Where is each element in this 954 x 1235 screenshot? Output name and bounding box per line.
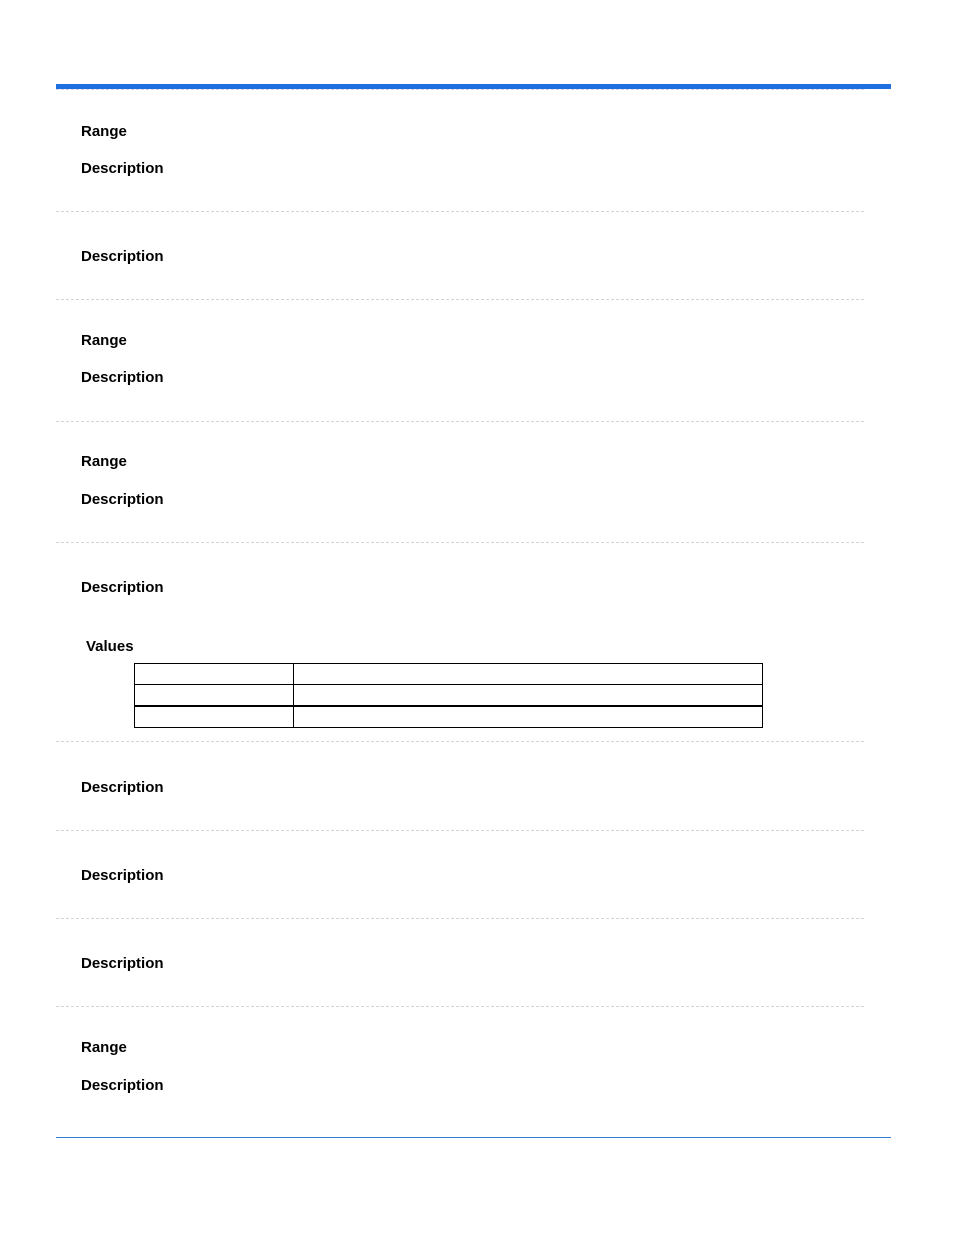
table-row xyxy=(135,685,763,707)
description-label: Description xyxy=(81,955,164,972)
description-label: Description xyxy=(81,1077,164,1094)
table-row xyxy=(135,664,763,685)
section-divider xyxy=(56,211,864,212)
table-cell xyxy=(294,664,763,685)
values-label: Values xyxy=(86,638,134,655)
header-dashed-rule xyxy=(56,89,864,90)
table-cell xyxy=(294,685,763,707)
table-cell xyxy=(135,706,294,728)
range-label: Range xyxy=(81,123,127,140)
table-cell xyxy=(135,664,294,685)
footer-rule xyxy=(56,1137,891,1138)
section-divider xyxy=(56,918,864,919)
section-divider xyxy=(56,421,864,422)
range-label: Range xyxy=(81,453,127,470)
table-row xyxy=(135,706,763,728)
section-divider xyxy=(56,542,864,543)
section-divider xyxy=(56,1006,864,1007)
range-label: Range xyxy=(81,1039,127,1056)
values-table xyxy=(134,663,763,728)
description-label: Description xyxy=(81,248,164,265)
section-divider xyxy=(56,830,864,831)
description-label: Description xyxy=(81,779,164,796)
section-divider xyxy=(56,741,864,742)
description-label: Description xyxy=(81,369,164,386)
section-divider xyxy=(56,299,864,300)
table-cell xyxy=(294,706,763,728)
description-label: Description xyxy=(81,579,164,596)
description-label: Description xyxy=(81,491,164,508)
description-label: Description xyxy=(81,867,164,884)
range-label: Range xyxy=(81,332,127,349)
description-label: Description xyxy=(81,160,164,177)
table-cell xyxy=(135,685,294,707)
